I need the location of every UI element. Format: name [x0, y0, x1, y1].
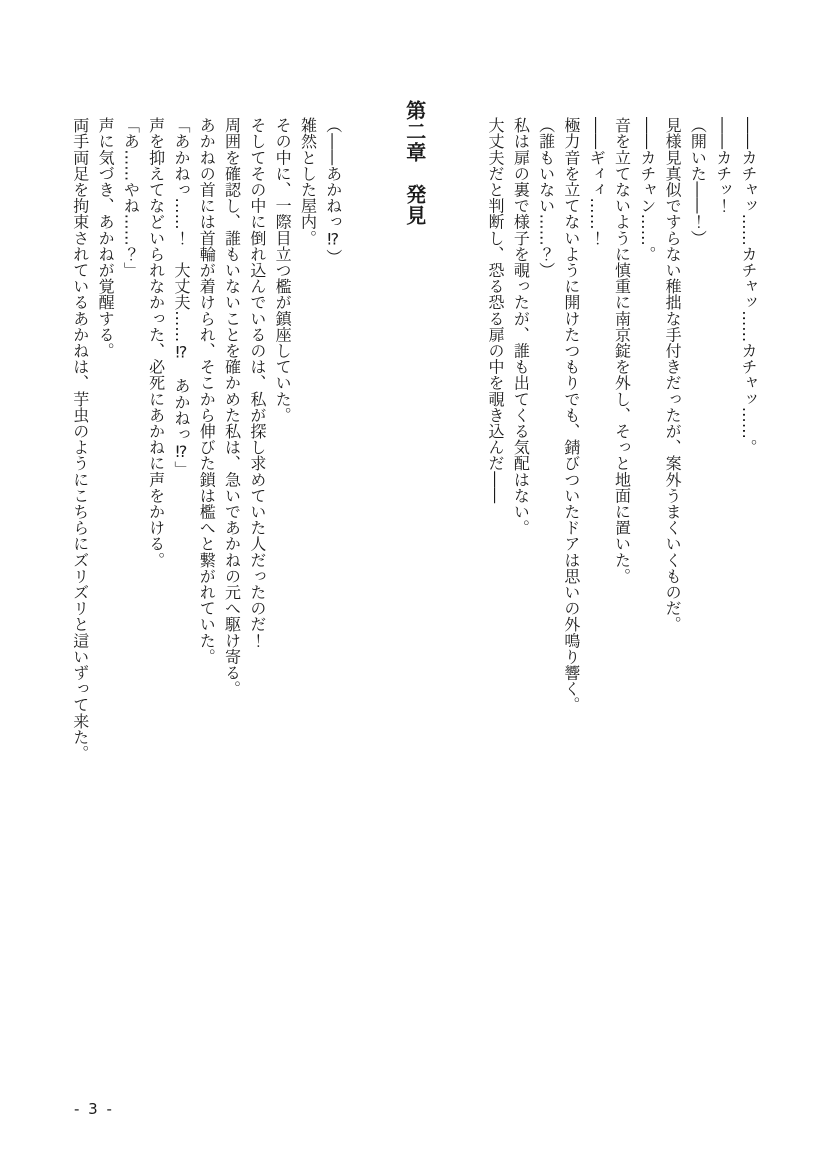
paragraph: その中に、一際目立つ檻が鎮座していた。: [273, 117, 293, 423]
paragraph: 音を立てないように慎重に南京錠を外し、そっと地面に置いた。: [612, 117, 632, 584]
paragraph: 雑然とした屋内。: [298, 117, 318, 246]
paragraph: 「あかねっ……！ 大丈夫……⁉ あかねっ⁉」: [171, 117, 191, 478]
paragraph: ――カチャッ……カチャッ……カチャッ……。: [739, 117, 758, 456]
paragraph: そしてその中に倒れ込んでいるのは、私が探し求めていた人だったのだ！: [247, 117, 267, 649]
paragraph: ――カチャン……。: [637, 117, 657, 262]
paragraph: 両手両足を拘束されているあかねは、芋虫のようにこちらにズリズリと這いずって来た。: [70, 117, 90, 761]
paragraph: 極力音を立てないように開けたつもりでも、錆びついたドアは思いの外鳴り響く。: [561, 117, 581, 713]
paragraph: （開いた――！）: [688, 117, 708, 246]
paragraph: 声に気づき、あかねが覚醒する。: [96, 117, 116, 359]
paragraph: 私は扉の裏で様子を覗ったが、誰も出てくる気配はない。: [511, 117, 531, 536]
paragraph: ――ギィィ……！: [587, 117, 607, 246]
paragraph: 大丈夫だと判断し、恐る恐る扉の中を覗き込んだ――: [486, 117, 506, 504]
paragraph: 周囲を確認し、誰もいないことを確かめた私は、急いであかねの元へ駆け寄る。: [222, 117, 242, 697]
paragraph: 「あ……やね……？」: [121, 117, 141, 278]
paragraph: あかねの首には首輪が着けられ、そこから伸びた鎖は檻へと繋がれていた。: [197, 117, 217, 665]
paragraph: 見様見真似ですらない稚拙な手付きだったが、案外うまくいくものだ。: [663, 117, 683, 633]
page-number: - 3 -: [74, 1100, 114, 1118]
chapter-heading: 第二章 発見: [402, 100, 427, 226]
paragraph: ――カチッ！: [713, 117, 733, 214]
paragraph: 声を抑えてなどいられなかった、必死にあかねに声をかける。: [146, 117, 166, 568]
vertical-text-area: [67, 100, 761, 820]
paragraph: （――あかねっ⁉）: [323, 117, 343, 265]
paragraph: （誰もいない……？）: [536, 117, 556, 278]
